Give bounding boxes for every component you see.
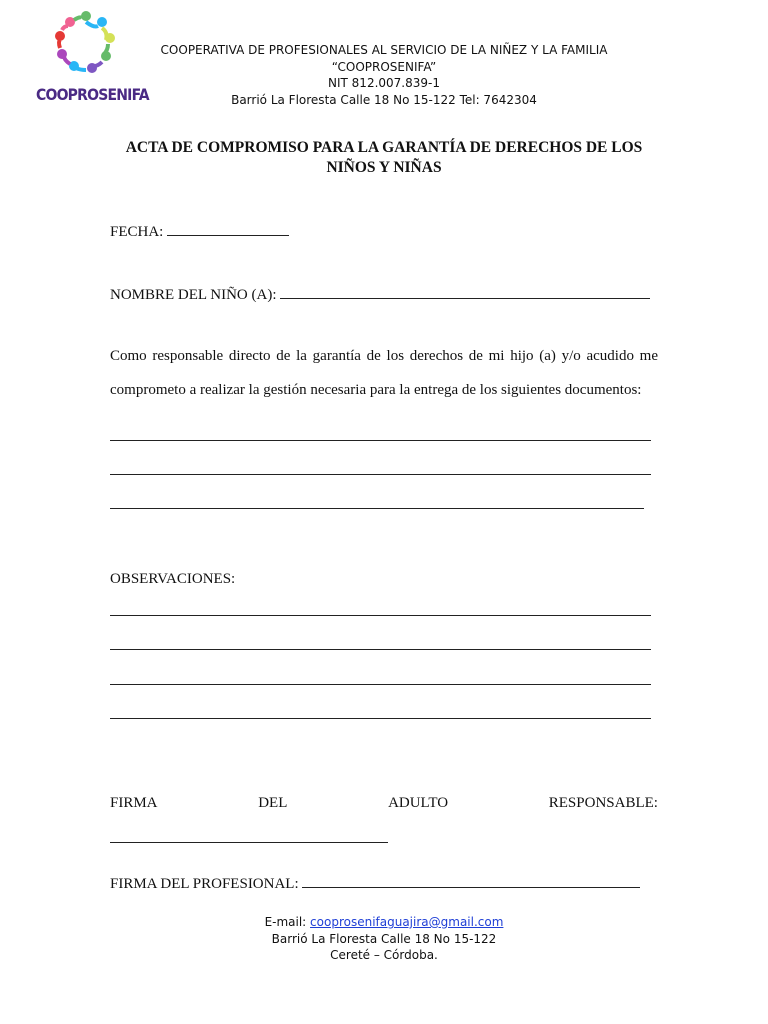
- observaciones-line-2[interactable]: [110, 649, 651, 650]
- organization-name: COOPERATIVA DE PROFESIONALES AL SERVICIO DE LA NIÑEZ Y LA FAMILIA: [160, 43, 608, 57]
- footer-email-row: [150, 914, 618, 931]
- footer-email-label: E-mail:: [264, 915, 311, 929]
- children-circle-logo-icon: [46, 10, 126, 84]
- documents-line-2[interactable]: [110, 474, 651, 475]
- nombre-field[interactable]: [280, 284, 650, 299]
- footer-city: Cereté – Córdoba.: [330, 948, 438, 962]
- observaciones-line-1[interactable]: [110, 615, 651, 616]
- organization-header: [150, 42, 618, 108]
- firma-adulto-field[interactable]: [110, 842, 388, 843]
- firma-adulto-word-3: ADULTO: [388, 795, 449, 811]
- documents-line-3[interactable]: [110, 508, 644, 509]
- document-footer: [150, 914, 618, 964]
- nombre-row: [110, 284, 650, 304]
- observaciones-label: OBSERVACIONES:: [110, 571, 236, 587]
- document-title-line-2: NIÑOS Y NIÑAS: [326, 158, 442, 176]
- organization-nit: NIT 812.007.839-1: [328, 76, 440, 90]
- documents-line-1[interactable]: [110, 440, 651, 441]
- fecha-row: [110, 221, 289, 241]
- commitment-line-1: Como responsable directo de la garantía de los derechos de mi hijo (a) y/o acudido me: [110, 348, 658, 364]
- firma-profesional-label: FIRMA DEL PROFESIONAL:: [110, 876, 299, 892]
- firma-adulto-word-2: DEL: [258, 795, 288, 811]
- document-title: [110, 138, 658, 177]
- observaciones-line-3[interactable]: [110, 684, 651, 685]
- observaciones-line-4[interactable]: [110, 718, 651, 719]
- firma-adulto-word-1: FIRMA: [110, 795, 158, 811]
- organization-logo: [36, 10, 149, 106]
- nombre-label: NOMBRE DEL NIÑO (A):: [110, 287, 277, 303]
- footer-address: Barrió La Floresta Calle 18 No 15-122: [271, 931, 497, 946]
- organization-address: Barrió La Floresta Calle 18 No 15-122 Tel: 7642304: [231, 92, 537, 107]
- footer-email-link[interactable]: cooprosenifaguajira@gmail.com: [310, 915, 504, 929]
- firma-adulto-word-4: RESPONSABLE:: [548, 795, 658, 811]
- fecha-label: FECHA:: [110, 224, 164, 240]
- firma-profesional-row: [110, 873, 640, 893]
- organization-acronym: “COOPROSENIFA”: [331, 59, 437, 74]
- document-title-line-1: ACTA DE COMPROMISO PARA LA GARANTÍA DE DERECHOS DE LOS: [125, 139, 643, 156]
- firma-adulto-label: [110, 794, 658, 812]
- firma-profesional-field[interactable]: [302, 873, 640, 888]
- commitment-line-2: comprometo a realizar la gestión necesaria para la entrega de los siguientes documentos:: [110, 382, 642, 398]
- fecha-field[interactable]: [167, 221, 289, 236]
- logo-wordmark: COOPROSENIFA: [36, 86, 149, 105]
